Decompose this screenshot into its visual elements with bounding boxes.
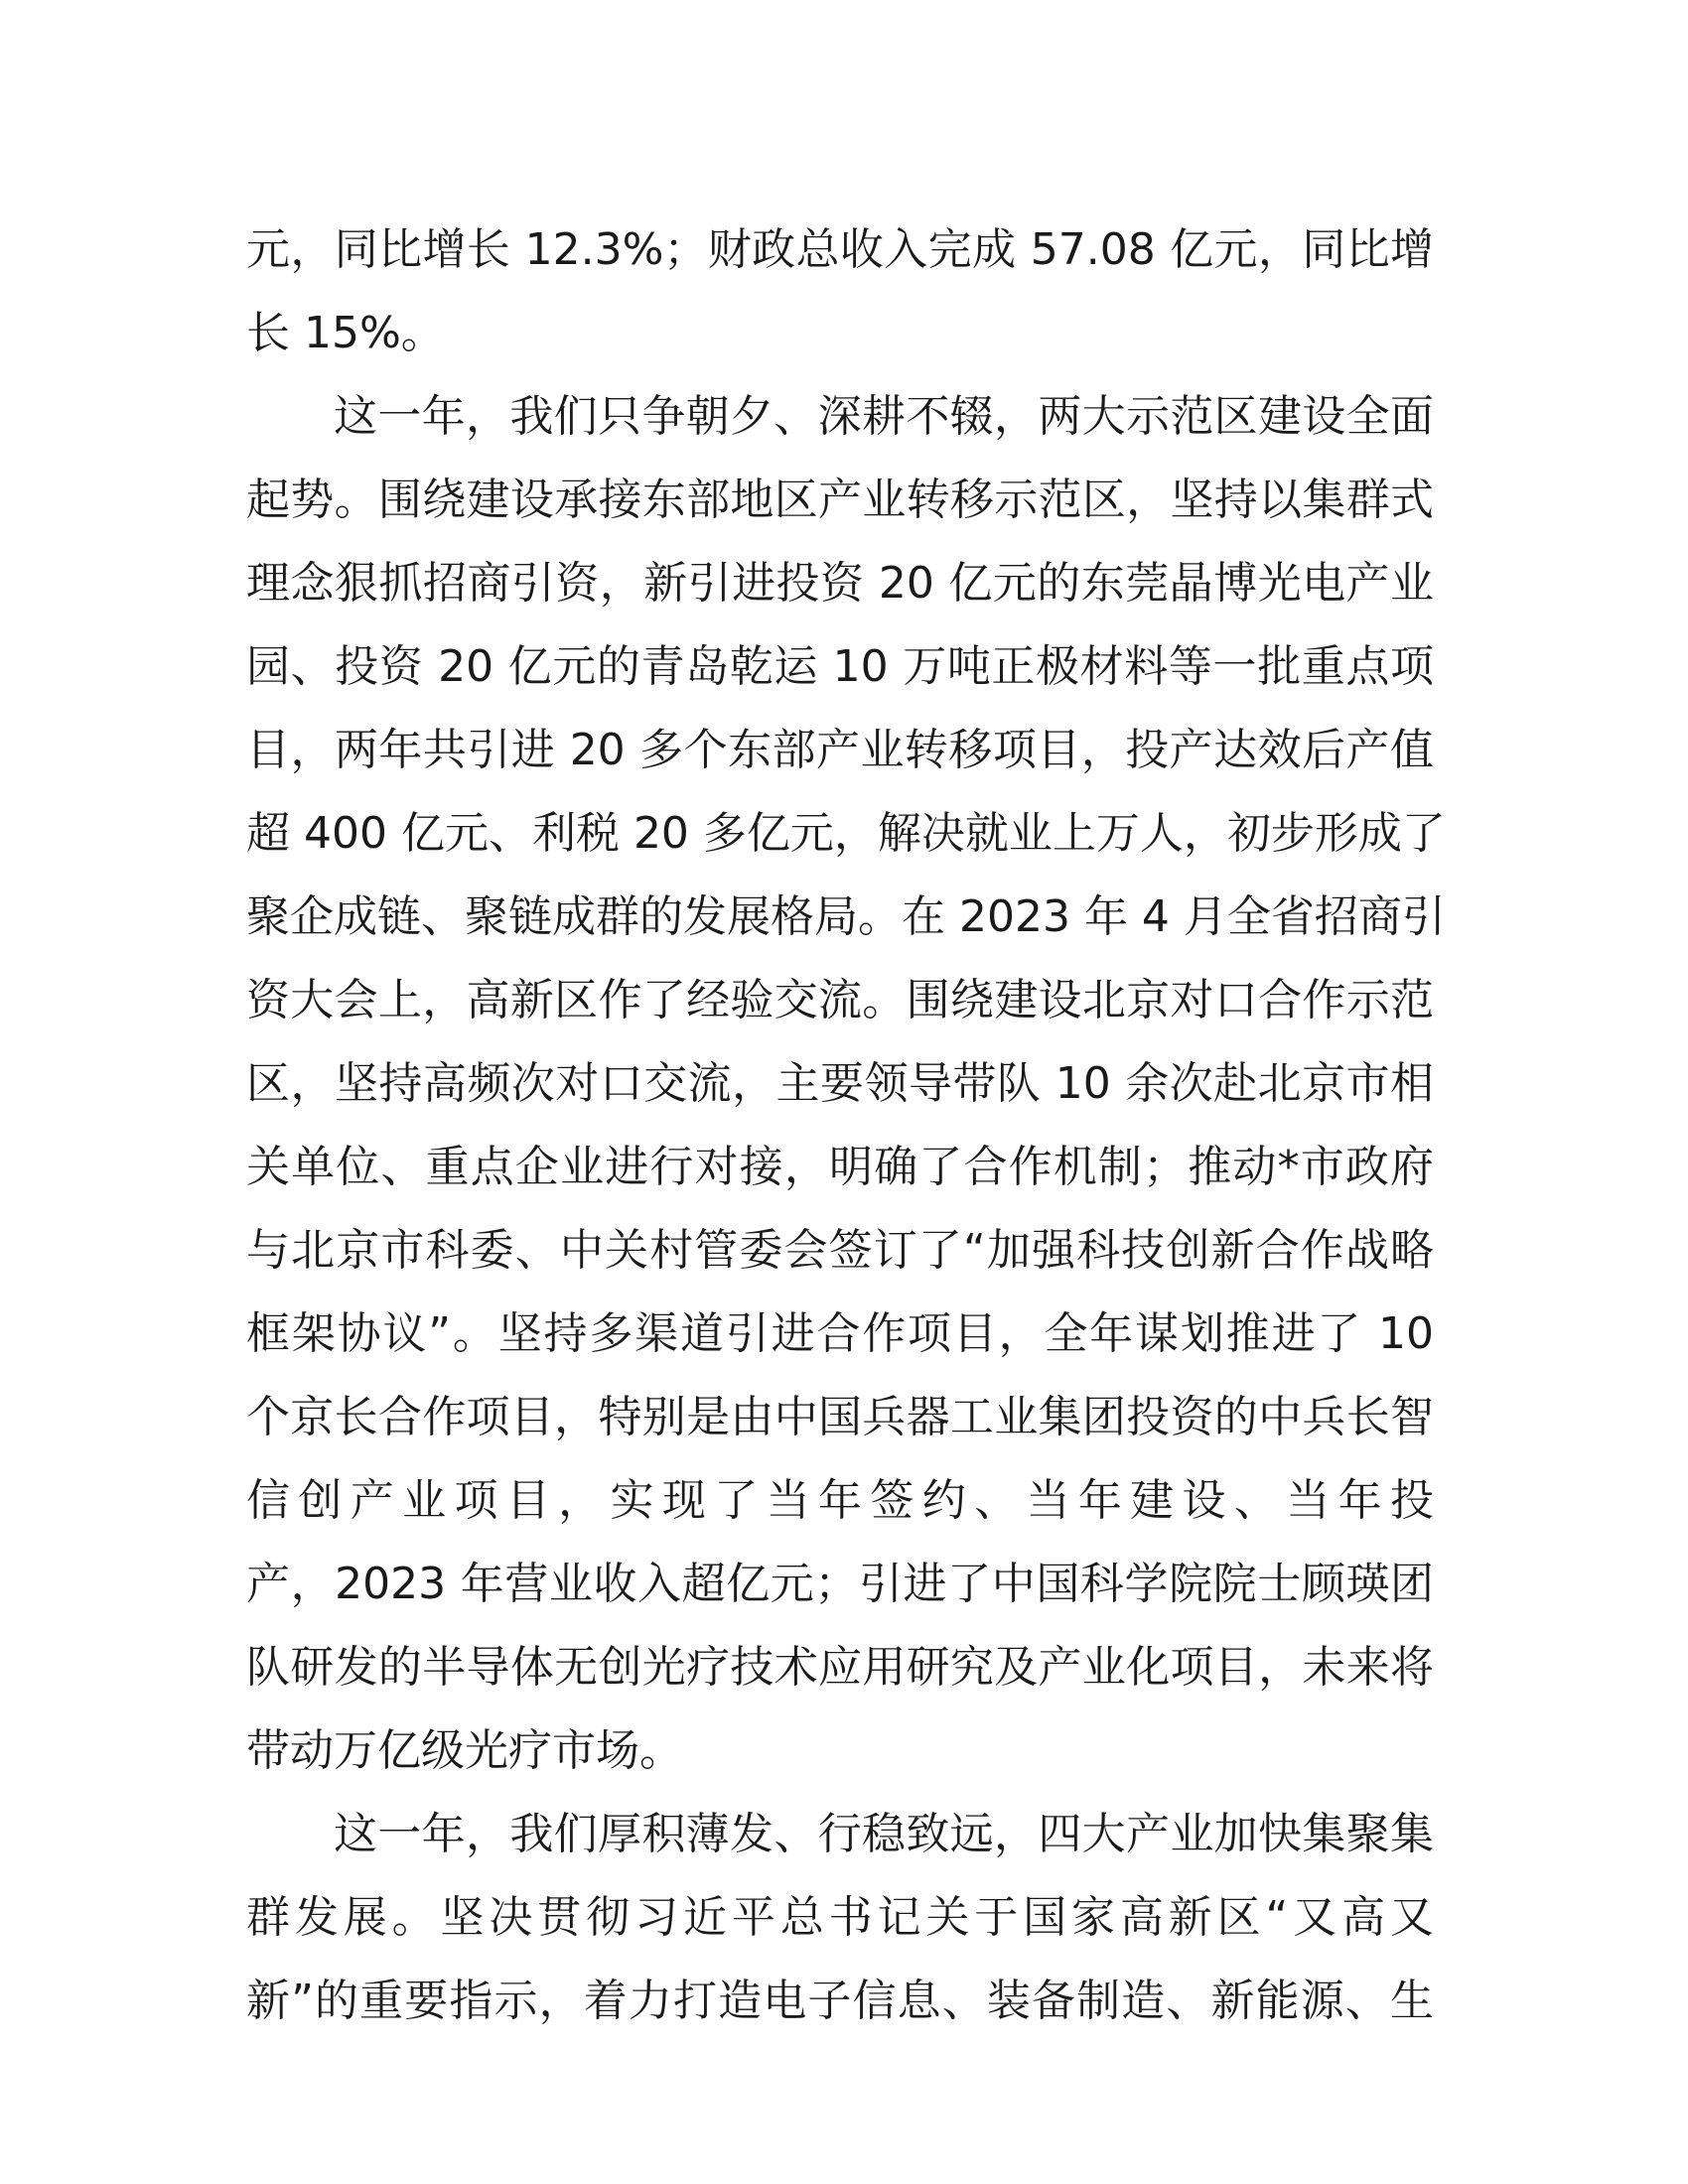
text-line: 与北京市科委、中关村管委会签订了“加强科技创新合作战略 [246, 1225, 1434, 1276]
text-line: 元，同比增长 12.3%；财政总收入完成 57.08 亿元，同比增 [246, 224, 1434, 275]
paragraph-2 [246, 375, 1446, 1793]
text-line: 带动万亿级光疗市场。 [246, 1725, 683, 1776]
text-line: 群发展。坚决贯彻习近平总书记关于国家高新区“又高又 [246, 1892, 1434, 1943]
paragraph-3 [246, 1793, 1434, 2043]
text-line: 聚企成链、聚链成群的发展格局。在 2023 年 4 月全省招商引 [246, 891, 1446, 942]
text-line: 队研发的半导体无创光疗技术应用研究及产业化项目，未来将 [246, 1642, 1434, 1693]
text-line: 个京长合作项目，特别是由中国兵器工业集团投资的中兵长智 [246, 1392, 1434, 1442]
text-line: 框架协议”。坚持多渠道引进合作项目，全年谋划推进了 10 [246, 1308, 1434, 1359]
text-line: 关单位、重点企业进行对接，明确了合作机制；推动*市政府 [246, 1142, 1434, 1192]
text-line: 区，坚持高频次对口交流，主要领导带队 10 余次赴北京市相 [246, 1058, 1434, 1109]
paragraph-1 [246, 208, 1434, 375]
text-line: 起势。围绕建设承接东部地区产业转移示范区，坚持以集群式 [246, 475, 1434, 525]
text-line: 资大会上，高新区作了经验交流。围绕建设北京对口合作示范 [246, 975, 1434, 1025]
body-text [246, 208, 1446, 2043]
text-line: 超 400 亿元、利税 20 多亿元，解决就业上万人，初步形成了 [246, 808, 1446, 859]
text-line: 理念狠抓招商引资，新引进投资 20 亿元的东莞晶博光电产业 [246, 558, 1434, 609]
text-line: 长 15%。 [246, 308, 445, 358]
text-line: 信创产业项目，实现了当年签约、当年建设、当年投 [246, 1475, 1434, 1526]
text-line: 这一年，我们厚积薄发、行稳致远，四大产业加快集聚集 [334, 1809, 1434, 1859]
text-line: 目，两年共引进 20 多个东部产业转移项目，投产达效后产值 [246, 725, 1434, 775]
text-line: 产，2023 年营业收入超亿元；引进了中国科学院院士顾瑛团 [246, 1559, 1434, 1609]
text-line: 园、投资 20 亿元的青岛乾运 10 万吨正极材料等一批重点项 [246, 641, 1434, 692]
text-line: 这一年，我们只争朝夕、深耕不辍，两大示范区建设全面 [334, 391, 1434, 442]
text-line: 新”的重要指示，着力打造电子信息、装备制造、新能源、生 [246, 1976, 1434, 2026]
